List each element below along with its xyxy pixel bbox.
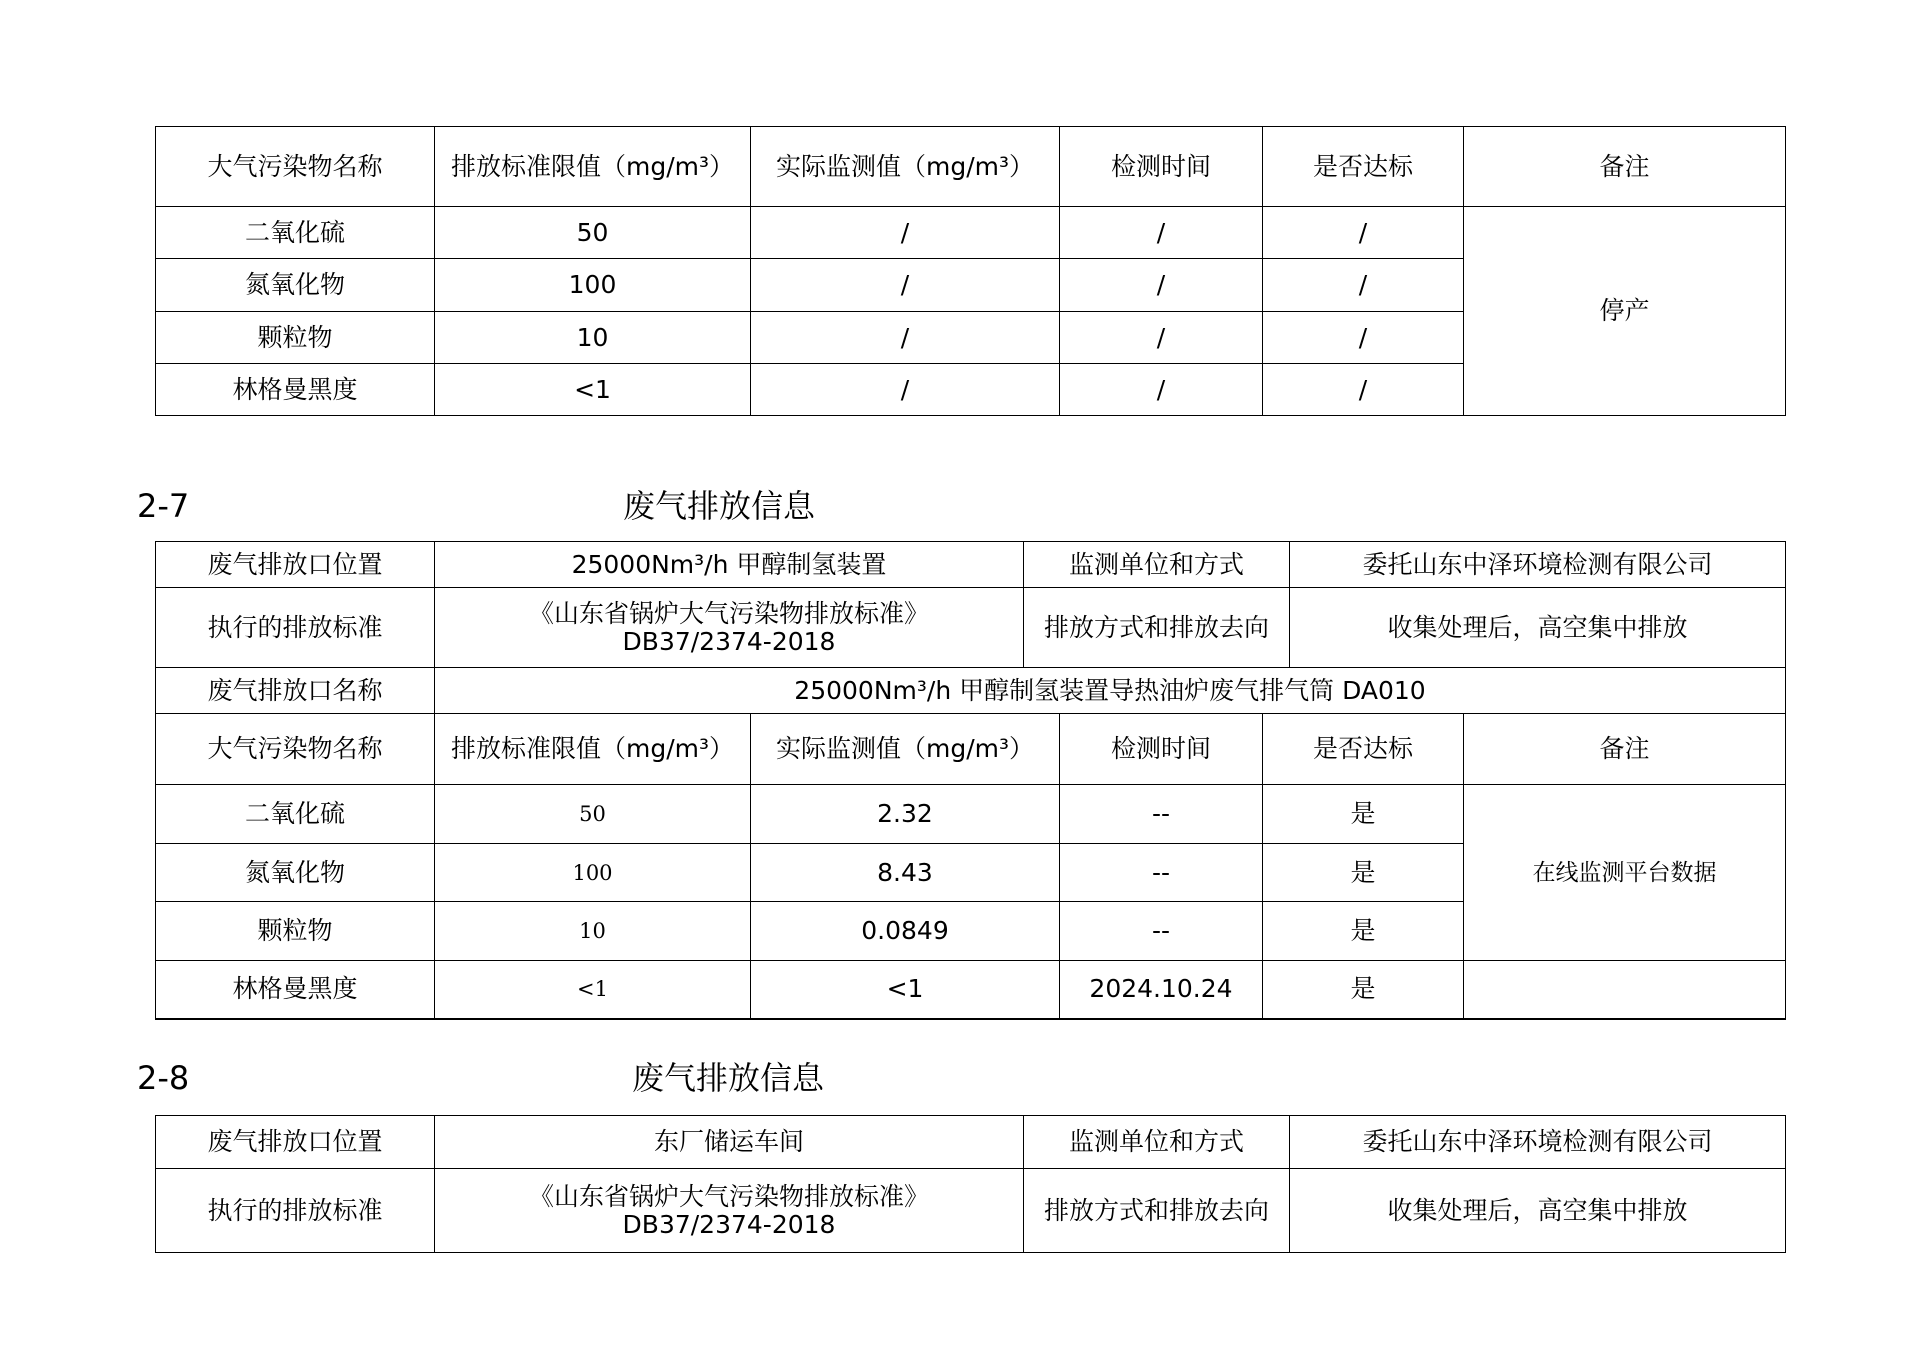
pollutant-name: 颗粒物 (156, 312, 435, 364)
standard-limit: 100 (435, 844, 751, 902)
discharge-value: 收集处理后，高空集中排放 (1290, 588, 1786, 668)
header-compliant: 是否达标 (1263, 127, 1464, 207)
measured-value: / (751, 259, 1060, 312)
compliant: 是 (1263, 844, 1464, 902)
pollutant-name: 氮氧化物 (156, 259, 435, 312)
test-time: -- (1060, 902, 1263, 961)
monitor-unit-value: 委托山东中泽环境检测有限公司 (1290, 542, 1786, 588)
table-row (156, 785, 1786, 844)
header-measured-value: 实际监测值（mg/m³） (751, 714, 1060, 785)
outlet-name-value: 25000Nm³/h 甲醇制氢装置导热油炉废气排气筒 DA010 (435, 668, 1786, 714)
monitor-unit-value: 委托山东中泽环境检测有限公司 (1290, 1116, 1786, 1169)
standard-name: 《山东省锅炉大气污染物排放标准》 (528, 598, 929, 628)
measured-value: 2.32 (751, 785, 1060, 844)
test-time: / (1060, 259, 1263, 312)
table-row (156, 961, 1786, 1019)
compliant: 是 (1263, 961, 1464, 1019)
header-test-time: 检测时间 (1060, 714, 1263, 785)
info-row (156, 1169, 1786, 1253)
standard-limit: 50 (435, 785, 751, 844)
table-header-row (156, 127, 1786, 207)
pollutant-name: 颗粒物 (156, 902, 435, 961)
measured-value: 0.0849 (751, 902, 1060, 961)
info-row (156, 588, 1786, 668)
standard-limit: 100 (435, 259, 751, 312)
compliant: 是 (1263, 785, 1464, 844)
measured-value: / (751, 312, 1060, 364)
info-row (156, 1116, 1786, 1169)
measured-value: 8.43 (751, 844, 1060, 902)
remark: 停产 (1464, 207, 1786, 416)
info-row (156, 668, 1786, 714)
test-time: / (1060, 207, 1263, 259)
standard-limit: 10 (435, 312, 751, 364)
test-time: / (1060, 364, 1263, 416)
table-row (156, 207, 1786, 259)
header-standard-limit: 排放标准限值（mg/m³） (435, 714, 751, 785)
compliant: / (1263, 364, 1464, 416)
emission-info-table-2-8 (155, 1115, 1786, 1253)
standard-label: 执行的排放标准 (156, 1169, 435, 1253)
header-pollutant: 大气污染物名称 (156, 127, 435, 207)
standard-value (435, 1169, 1024, 1253)
header-measured-value: 实际监测值（mg/m³） (751, 127, 1060, 207)
measured-value: / (751, 207, 1060, 259)
standard-limit: <1 (435, 961, 751, 1019)
compliant: / (1263, 259, 1464, 312)
emission-info-table-2-7 (155, 541, 1786, 714)
test-time: -- (1060, 785, 1263, 844)
outlet-location-value: 东厂储运车间 (435, 1116, 1024, 1169)
section-title-2-8: 废气排放信息 (632, 1059, 825, 1097)
info-row (156, 542, 1786, 588)
header-remark: 备注 (1464, 714, 1786, 785)
table-header-row (156, 714, 1786, 785)
pollutant-name: 二氧化硫 (156, 207, 435, 259)
test-time: 2024.10.24 (1060, 961, 1263, 1019)
outlet-name-label: 废气排放口名称 (156, 668, 435, 714)
header-remark: 备注 (1464, 127, 1786, 207)
measured-value: / (751, 364, 1060, 416)
compliant: 是 (1263, 902, 1464, 961)
outlet-location-label: 废气排放口位置 (156, 1116, 435, 1169)
standard-limit: 50 (435, 207, 751, 259)
header-pollutant: 大气污染物名称 (156, 714, 435, 785)
measured-value: <1 (751, 961, 1060, 1019)
section-number-2-7: 2-7 (137, 487, 190, 525)
pollutant-name: 二氧化硫 (156, 785, 435, 844)
pollutant-table-2-7 (155, 713, 1786, 1020)
header-compliant: 是否达标 (1263, 714, 1464, 785)
outlet-location-value: 25000Nm³/h 甲醇制氢装置 (435, 542, 1024, 588)
standard-value (435, 588, 1024, 668)
header-test-time: 检测时间 (1060, 127, 1263, 207)
pollutant-table-1 (155, 126, 1786, 416)
test-time: / (1060, 312, 1263, 364)
discharge-label: 排放方式和排放去向 (1024, 588, 1290, 668)
remark-empty (1464, 961, 1786, 1019)
standard-limit: <1 (435, 364, 751, 416)
standard-name: 《山东省锅炉大气污染物排放标准》 (528, 1181, 929, 1211)
monitor-unit-label: 监测单位和方式 (1024, 542, 1290, 588)
remark: 在线监测平台数据 (1464, 785, 1786, 961)
discharge-label: 排放方式和排放去向 (1024, 1169, 1290, 1253)
monitor-unit-label: 监测单位和方式 (1024, 1116, 1290, 1169)
outlet-location-label: 废气排放口位置 (156, 542, 435, 588)
discharge-value: 收集处理后，高空集中排放 (1290, 1169, 1786, 1253)
pollutant-name: 氮氧化物 (156, 844, 435, 902)
pollutant-name: 林格曼黑度 (156, 961, 435, 1019)
compliant: / (1263, 207, 1464, 259)
standard-code: DB37/2374-2018 (622, 1209, 836, 1239)
compliant: / (1263, 312, 1464, 364)
section-title-2-7: 废气排放信息 (623, 487, 816, 525)
standard-label: 执行的排放标准 (156, 588, 435, 668)
test-time: -- (1060, 844, 1263, 902)
standard-limit: 10 (435, 902, 751, 961)
section-number-2-8: 2-8 (137, 1059, 190, 1097)
header-standard-limit: 排放标准限值（mg/m³） (435, 127, 751, 207)
pollutant-name: 林格曼黑度 (156, 364, 435, 416)
standard-code: DB37/2374-2018 (622, 626, 836, 656)
